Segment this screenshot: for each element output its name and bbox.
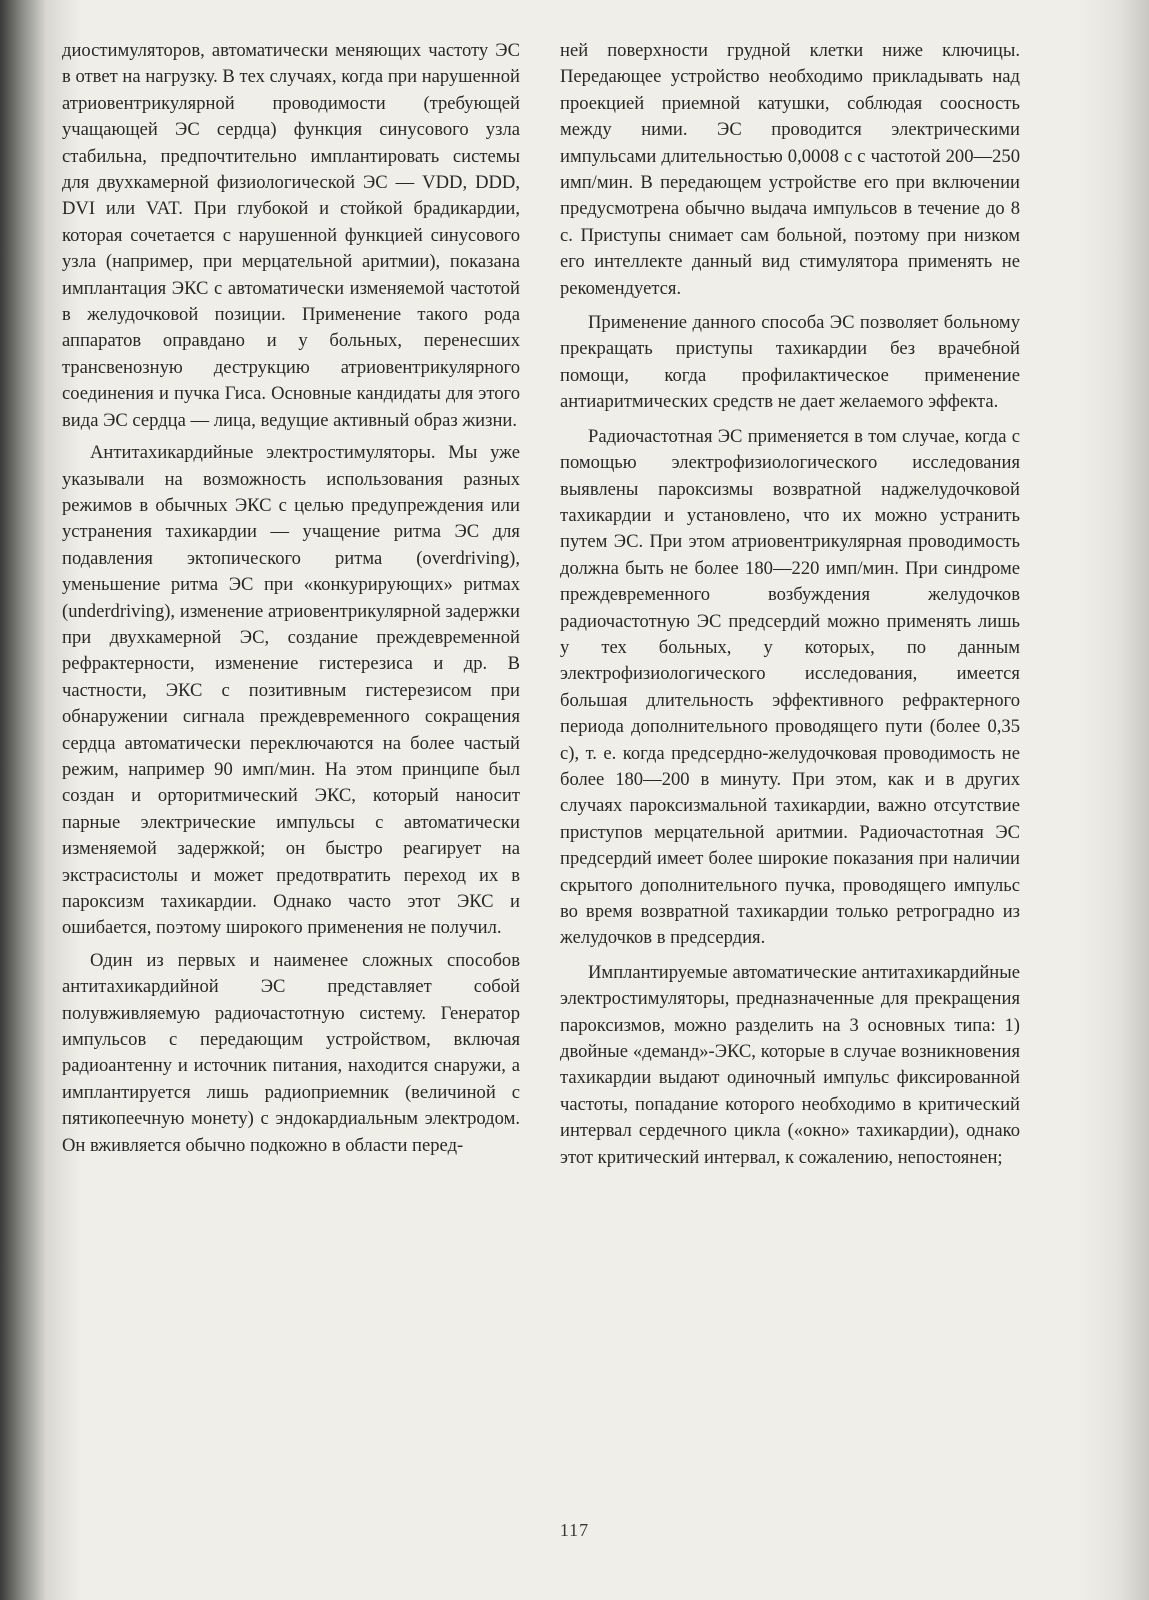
left-text-column	[62, 38, 520, 1159]
paragraph-right-1: ней поверхности грудной клетки ниже ключицы. Передающее устройство необходимо прикладывать над проекцией приемной катушки, соблюдая соосность между ними. ЭС проводится электрическими импульсами длительностью 0,0008 с с частотой 200—250 имп/мин. В передающем устройстве его при включении предусмотрена обычно выдача импульсов в течение до 8 с. Приступы снимает сам больной, поэтому при низком его интеллекте данный вид стимулятора применять не рекомендуется.	[560, 40, 1020, 299]
page-number: 117	[559, 1520, 590, 1540]
paragraph-left-3: Один из первых и наименее сложных способов антитахикардийной ЭС представляет собой полувживляемую радиочастотную систему. Генератор импульсов с передающим устройством, включая радиоантенну и источник питания, находится снаружи, а имплантируется лишь радиоприемник (величиной с пятикопеечную монету) с эндокардиальным электродом. Он вживляется обычно подкожно в области перед-	[62, 949, 520, 1156]
right-text-column	[560, 38, 1020, 1171]
paragraph-left-1: диостимуляторов, автоматически меняющих частоту ЭС в ответ на нагрузку. В тех случаях, когда при нарушенной атриовентрикулярной проводимости (требующей учащающей ЭС сердца) функция синусового узла стабильна, предпочтительно имплантировать системы для двухкамерной физиологической ЭС — VDD, DDD, DVI или VAT. При глубокой и стойкой брадикардии, которая сочетается с нарушенной функцией синусового узла (например, при мерцательной аритмии), показана имплантация ЭКС с автоматически изменяемой частотой в желудочковой позиции. Применение такого рода аппаратов оправдано и у больных, перенесших трансвенозную деструкцию атриовентрикулярного соединения и пучка Гиса. Основные кандидаты для этого вида ЭС сердца — лица, ведущие активный образ жизни.	[62, 40, 520, 431]
paragraph-right-4: Имплантируемые автоматические антитахикардийные электростимуляторы, предназначенные для прекращения пароксизмов, можно разделить на 3 основных типа: 1) двойные «деманд»-ЭКС, которые в случае возникновения тахикардии выдают одиночный импульс фиксированной частоты, попадание которого необходимо в критический интервал сердечного цикла («окно» тахикардии), однако этот критический интервал, к сожалению, непостоянен;	[560, 961, 1020, 1168]
paragraph-left-2: Антитахикардийные электростимуляторы. Мы уже указывали на возможность использования разных режимов в обычных ЭКС с целью предупреждения или устранения тахикардии — учащение ритма ЭС для подавления эктопического ритма (overdriving), уменьшение ритма ЭС при «конкурирующих» ритмах (underdriving), изменение атриовентрикулярной задержки при двухкамерной ЭС, создание преждевременной рефрактерности, изменение гистерезиса и др. В частности, ЭКС с позитивным гистерезисом при обнаружении сигнала преждевременного сокращения сердца автоматически переключаются на более частый режим, например 90 имп/мин. На этом принципе был создан и орторитмический ЭКС, который наносит парные электрические импульсы с автоматически изменяемой задержкой; он быстро реагирует на экстрасистолы и может предотвратить переход их в пароксизм тахикардии. Однако часто этот ЭКС и ошибается, поэтому широкого применения не получил.	[62, 442, 520, 939]
paragraph-right-2: Применение данного способа ЭС позволяет больному прекращать приступы тахикардии без врачебной помощи, когда профилактическое применение антиаритмических средств не дает желаемого эффекта.	[560, 312, 1020, 413]
paragraph-right-3: Радиочастотная ЭС применяется в том случае, когда с помощью электрофизиологического исследования выявлены пароксизмы возвратной наджелудочковой тахикардии и установлено, что их можно устранить путем ЭС. При этом атриовентрикулярная проводимость должна быть не более 180—220 имп/мин. При синдроме преждевременного возбуждения желудочков радиочастотную ЭС предсердий можно применять лишь у тех больных, у которых, по данным электрофизиологического исследования, имеется большая длительность эффективного рефрактерного периода дополнительного проводящего пути (более 0,35 с), т. е. когда предсердно-желудочковая проводимость не более 180—200 в минуту. При этом, как и в других случаях пароксизмальной тахикардии, важно отсутствие приступов мерцательной аритмии. Радиочастотная ЭС предсердий имеет более широкие показания при наличии скрытого дополнительного пучка, проводящего импульс во время возвратной тахикардии только ретроградно из желудочков в предсердия.	[560, 425, 1020, 949]
